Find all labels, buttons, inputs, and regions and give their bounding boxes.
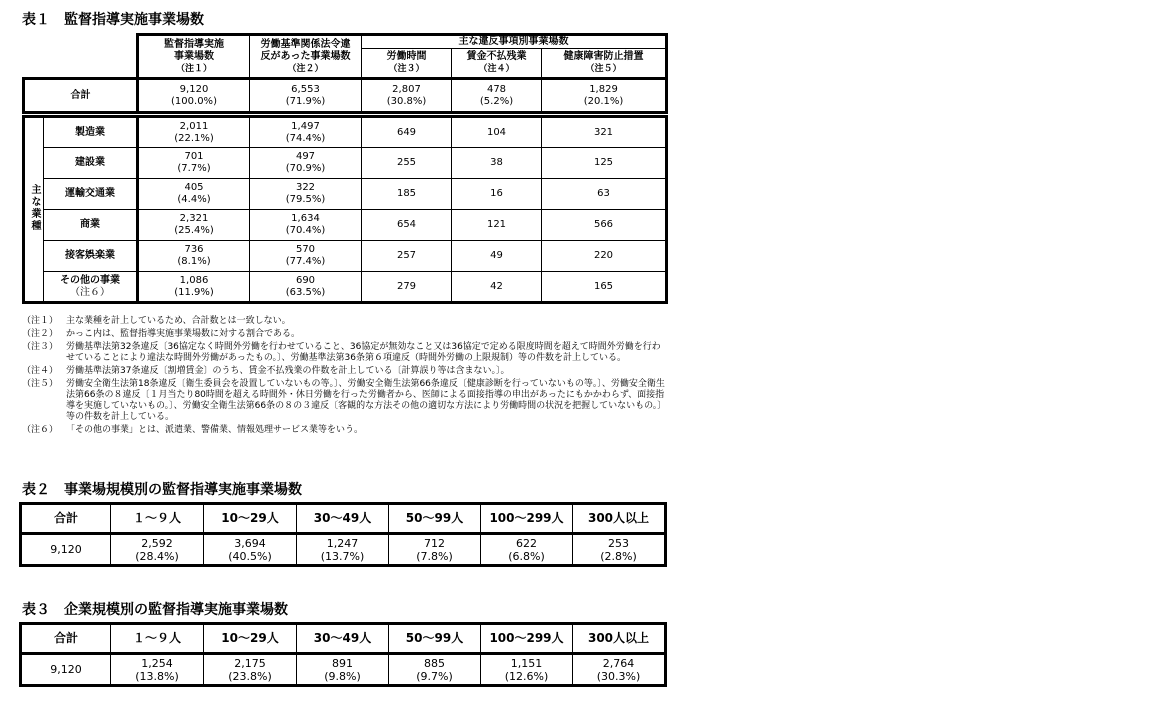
table-row bbox=[24, 117, 667, 148]
table-row bbox=[24, 272, 667, 303]
table-row bbox=[24, 179, 667, 210]
header-size: 100～299人 bbox=[481, 504, 573, 534]
header-unpaid-overtime-label: 賃金不払残業 bbox=[466, 51, 527, 62]
footnote-label: （注２） bbox=[22, 329, 59, 339]
cell-value: 16 bbox=[452, 179, 542, 210]
cell-value: 3,694 bbox=[234, 536, 266, 550]
header-total: 合計 bbox=[21, 504, 111, 534]
cell-pct: (70.4%) bbox=[285, 225, 326, 236]
table-row bbox=[21, 534, 666, 566]
cell-value: 736 bbox=[184, 244, 204, 255]
header-violation-group: 主な違反事項別事業場数 bbox=[362, 35, 667, 49]
footnote-text: かっこ内は、監督指導実施事業場数に対する割合である。 bbox=[66, 329, 301, 339]
cell-value: 566 bbox=[542, 210, 667, 241]
cell-value: 2,592 bbox=[141, 536, 173, 550]
cell-pct: (12.6%) bbox=[504, 669, 549, 683]
row-label: 商業 bbox=[44, 210, 138, 241]
cell-value: 2,321 bbox=[179, 213, 209, 224]
header-unpaid-overtime-note: （注４） bbox=[478, 64, 515, 74]
header-size: 30～49人 bbox=[297, 624, 389, 654]
total-unpaid-overtime: 478 bbox=[486, 83, 507, 95]
header-size: 30～49人 bbox=[297, 504, 389, 534]
header-health-measures bbox=[542, 49, 667, 79]
table3-title: 表３ 企業規模別の監督指導実施事業場数 bbox=[22, 602, 288, 618]
cell-pct: (13.8%) bbox=[135, 669, 179, 683]
table-row bbox=[24, 148, 667, 179]
cell-value: 570 bbox=[295, 244, 316, 255]
cell-value: 322 bbox=[295, 182, 316, 193]
total-health-measures: 1,829 bbox=[589, 83, 618, 95]
cell-pct: (28.4%) bbox=[135, 549, 179, 563]
header-unpaid-overtime bbox=[452, 49, 542, 79]
footnote bbox=[22, 425, 667, 436]
cell-pct: (40.5%) bbox=[228, 549, 272, 563]
header-health-measures-label: 健康障害防止措置 bbox=[563, 51, 644, 62]
table1 bbox=[22, 33, 668, 304]
header-working-hours bbox=[362, 49, 452, 79]
cell-value: 891 bbox=[332, 656, 353, 670]
cell-value: 255 bbox=[362, 148, 452, 179]
cell-pct: (4.4%) bbox=[177, 194, 211, 205]
table2-title: 表２ 事業場規模別の監督指導実施事業場数 bbox=[22, 482, 302, 498]
cell-pct: (22.1%) bbox=[174, 132, 214, 144]
footnote bbox=[22, 316, 667, 327]
cell-value: 63 bbox=[542, 179, 667, 210]
header-size: 50～99人 bbox=[389, 504, 481, 534]
total-inspected: 9,120 bbox=[179, 83, 209, 95]
total-violations: 6,553 bbox=[291, 83, 320, 95]
table2 bbox=[19, 502, 667, 567]
header-size: 300人以上 bbox=[573, 624, 666, 654]
footnote-label: （注４） bbox=[22, 366, 59, 376]
cell-value: 185 bbox=[362, 179, 452, 210]
cell-value: 2,011 bbox=[179, 120, 209, 132]
cell-value: 712 bbox=[424, 536, 445, 550]
row-label: 建設業 bbox=[44, 148, 138, 179]
cell-value: 125 bbox=[542, 148, 667, 179]
cell-value: 649 bbox=[362, 117, 452, 148]
cell-pct: (23.8%) bbox=[228, 669, 272, 683]
cell-value: 690 bbox=[295, 274, 316, 286]
header-violations-label: 労働基準関係法令違 反があった事業場数 bbox=[260, 38, 351, 62]
footnote-label: （注６） bbox=[22, 425, 59, 435]
header-size: １～９人 bbox=[111, 624, 204, 654]
cell-pct: (63.5%) bbox=[285, 286, 326, 298]
cell-value: 1,254 bbox=[141, 656, 173, 670]
header-inspected-note: （注１） bbox=[175, 63, 212, 74]
row-label: その他の事業 bbox=[60, 274, 120, 286]
cell-value: 1,151 bbox=[510, 656, 543, 670]
cell-pct: (13.7%) bbox=[320, 549, 365, 563]
footnote bbox=[22, 366, 667, 377]
header-health-measures-note: （注５） bbox=[585, 64, 622, 74]
header-inspected-label: 監督指導実施 事業場数 bbox=[164, 38, 224, 62]
cell-pct: (9.8%) bbox=[324, 669, 361, 683]
cell-value: 42 bbox=[452, 272, 542, 303]
header-inspected bbox=[138, 35, 250, 79]
header-size: １～９人 bbox=[111, 504, 204, 534]
header-size: 10～29人 bbox=[204, 504, 297, 534]
table-row bbox=[24, 241, 667, 272]
footnote bbox=[22, 329, 667, 340]
header-size: 100～299人 bbox=[481, 624, 573, 654]
cell-value: 279 bbox=[362, 272, 452, 303]
footnote bbox=[22, 379, 667, 423]
cell-pct: (6.8%) bbox=[508, 549, 545, 563]
cell-value: 220 bbox=[542, 241, 667, 272]
footnotes bbox=[22, 316, 667, 438]
footnote-label: （注３） bbox=[22, 342, 59, 352]
total-value: 9,120 bbox=[21, 654, 111, 686]
cell-pct: (79.5%) bbox=[285, 194, 326, 205]
cell-value: 165 bbox=[542, 272, 667, 303]
cell-value: 2,764 bbox=[602, 656, 635, 670]
cell-value: 497 bbox=[295, 151, 316, 162]
footnote-text: 労働基準法第32条違反〔36協定なく時間外労働を行わせていること、36協定が無効なこと又は36協定で定める限度時間を超えて時間外労働を行わせていることにより違法な時間外労働があったもの。〕、労働基準法第36条第６項違反（時間外労働の上限規制）等の件数を計上している。 bbox=[66, 342, 661, 363]
row-label-note: （注６） bbox=[70, 286, 110, 298]
cell-value: 38 bbox=[452, 148, 542, 179]
footnote-text: 労働安全衛生法第18条違反〔衛生委員会を設置していないもの等。〕、労働安全衛生法第66条違反〔健康診断を行っていないもの等。〕、労働安全衛生法第66条の８違反〔１月当たり80時間を超える時間外・休日労働を行った労働者から、医師による面接指導の申出があったにもかかわらず、面接指導を実施していないもの。〕、労働安全衛生法第66条の８の３違反〔客観的な方法その他の適切な方法により労働時間の状況を把握していないもの。〕等の件数を計上している。 bbox=[66, 379, 667, 422]
cell-pct: (8.1%) bbox=[177, 256, 211, 267]
row-label: 運輸交通業 bbox=[44, 179, 138, 210]
cell-value: 1,497 bbox=[291, 120, 320, 132]
cell-value: 253 bbox=[608, 536, 629, 550]
header-violations bbox=[250, 35, 362, 79]
cell-value: 2,175 bbox=[234, 656, 266, 670]
total-inspected-pct: (100.0%) bbox=[171, 95, 217, 107]
footnote-label: （注１） bbox=[22, 316, 59, 326]
footnote bbox=[22, 342, 667, 364]
total-row bbox=[24, 79, 667, 113]
cell-pct: (74.4%) bbox=[285, 132, 326, 144]
cell-value: 622 bbox=[516, 536, 537, 550]
cell-value: 1,086 bbox=[179, 274, 209, 286]
footnote-text: 労働基準法第37条違反〔割増賃金〕のうち、賃金不払残業の件数を計上している〔計算誤り等は含まない。〕。 bbox=[66, 366, 510, 376]
cell-value: 701 bbox=[184, 151, 204, 162]
cell-value: 321 bbox=[542, 117, 667, 148]
header-total: 合計 bbox=[21, 624, 111, 654]
cell-pct: (70.9%) bbox=[285, 163, 326, 174]
footnote-text: 「その他の事業」とは、派遣業、警備業、情報処理サービス業等をいう。 bbox=[66, 425, 364, 435]
total-label: 合計 bbox=[24, 79, 138, 113]
table3 bbox=[19, 622, 667, 687]
total-working-hours-pct: (30.8%) bbox=[386, 95, 427, 107]
total-working-hours: 2,807 bbox=[392, 83, 421, 95]
cell-pct: (2.8%) bbox=[600, 549, 637, 563]
cell-value: 1,634 bbox=[291, 213, 320, 224]
header-size: 10～29人 bbox=[204, 624, 297, 654]
cell-value: 121 bbox=[452, 210, 542, 241]
cell-pct: (25.4%) bbox=[174, 225, 214, 236]
cell-pct: (7.8%) bbox=[416, 549, 453, 563]
cell-pct: (7.7%) bbox=[177, 163, 211, 174]
row-label: 接客娯楽業 bbox=[44, 241, 138, 272]
cell-value: 49 bbox=[452, 241, 542, 272]
table-row bbox=[24, 210, 667, 241]
total-health-measures-pct: (20.1%) bbox=[583, 95, 624, 107]
cell-value: 654 bbox=[362, 210, 452, 241]
cell-pct: (11.9%) bbox=[174, 286, 214, 298]
cell-value: 104 bbox=[452, 117, 542, 148]
footnote-label: （注５） bbox=[22, 379, 59, 389]
cell-pct: (9.7%) bbox=[416, 669, 453, 683]
footnote-text: 主な業種を計上しているため、合計数とは一致しない。 bbox=[66, 316, 291, 326]
cell-pct: (77.4%) bbox=[285, 256, 326, 267]
cell-pct: (30.3%) bbox=[596, 669, 641, 683]
total-value: 9,120 bbox=[21, 534, 111, 566]
header-size: 50～99人 bbox=[389, 624, 481, 654]
header-working-hours-note: （注３） bbox=[388, 64, 425, 74]
row-label: 製造業 bbox=[44, 117, 138, 148]
header-violations-note: （注２） bbox=[287, 63, 324, 74]
cell-value: 405 bbox=[184, 182, 204, 193]
total-violations-pct: (71.9%) bbox=[285, 95, 326, 107]
cell-value: 257 bbox=[362, 241, 452, 272]
corner-cell bbox=[24, 35, 138, 79]
table-row bbox=[21, 654, 666, 686]
header-size: 300人以上 bbox=[573, 504, 666, 534]
industry-side-text: 主な業種 bbox=[29, 183, 40, 232]
header-working-hours-label: 労働時間 bbox=[386, 51, 427, 62]
cell-value: 1,247 bbox=[326, 536, 359, 550]
total-unpaid-overtime-pct: (5.2%) bbox=[479, 95, 514, 107]
table1-title: 表１ 監督指導実施事業場数 bbox=[22, 12, 204, 28]
cell-value: 885 bbox=[424, 656, 445, 670]
industry-side-label bbox=[24, 117, 44, 303]
